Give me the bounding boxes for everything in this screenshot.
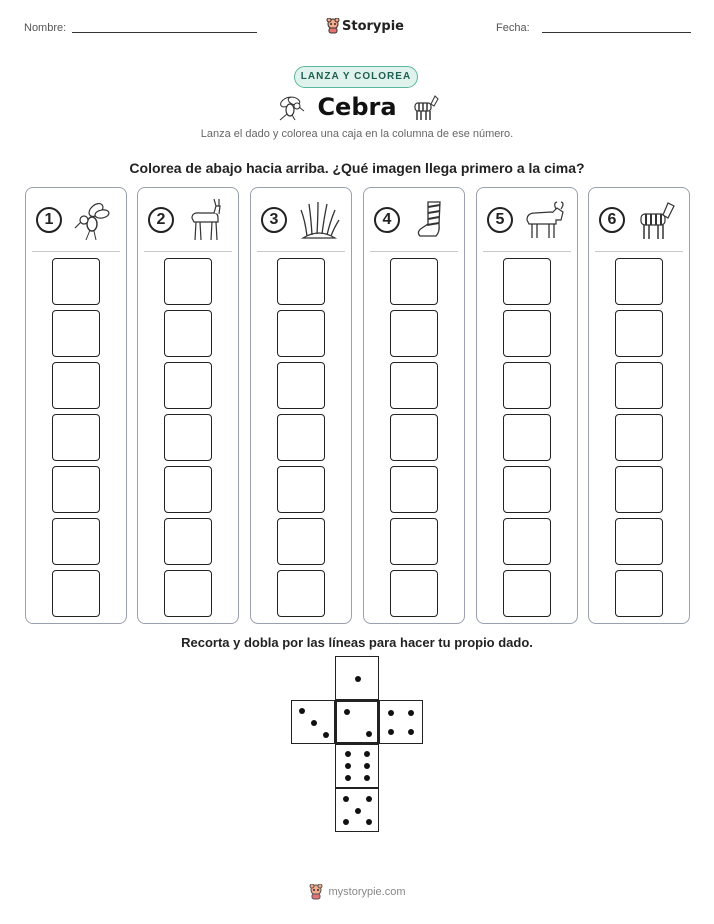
title-row	[0, 92, 714, 122]
die-face-4	[379, 700, 423, 744]
column-number: 1	[36, 207, 62, 233]
color-box[interactable]	[164, 310, 212, 357]
die-pip	[299, 708, 305, 714]
column-number: 2	[148, 207, 174, 233]
die-pip	[408, 729, 414, 735]
die-pip	[366, 731, 372, 737]
die-pip	[345, 751, 351, 757]
color-box[interactable]	[52, 414, 100, 461]
color-box[interactable]	[277, 414, 325, 461]
color-box[interactable]	[390, 570, 438, 617]
color-box[interactable]	[390, 518, 438, 565]
color-box[interactable]	[390, 466, 438, 513]
column-number: 5	[487, 207, 513, 233]
color-box[interactable]	[52, 258, 100, 305]
color-box[interactable]	[164, 258, 212, 305]
color-box[interactable]	[390, 414, 438, 461]
color-box[interactable]	[52, 518, 100, 565]
die-face-6	[335, 744, 379, 788]
die-pip	[388, 729, 394, 735]
color-box[interactable]	[503, 258, 551, 305]
color-box[interactable]	[503, 414, 551, 461]
grass-icon	[297, 198, 341, 242]
column-4	[363, 187, 465, 624]
color-box[interactable]	[52, 466, 100, 513]
mosquito-icon	[275, 93, 305, 121]
column-3	[250, 187, 352, 624]
die-face-2	[335, 700, 379, 744]
brand-logo	[326, 18, 404, 34]
instruction: Colorea de abajo hacia arriba. ¿Qué imagen llega primero a la cima?	[129, 160, 585, 176]
color-box[interactable]	[390, 362, 438, 409]
color-box[interactable]	[277, 570, 325, 617]
column-number: 3	[261, 207, 287, 233]
die-pip	[355, 676, 361, 682]
color-box[interactable]	[277, 310, 325, 357]
color-box[interactable]	[164, 414, 212, 461]
die-pip	[364, 763, 370, 769]
mosquito-icon	[72, 198, 116, 242]
die-pip	[366, 796, 372, 802]
color-box[interactable]	[52, 362, 100, 409]
die-pip	[323, 732, 329, 738]
striped-leg-icon	[410, 198, 454, 242]
die-pip	[343, 819, 349, 825]
color-box[interactable]	[52, 310, 100, 357]
column-1	[25, 187, 127, 624]
color-box[interactable]	[503, 518, 551, 565]
wildebeest-icon	[523, 198, 567, 242]
gazelle-icon	[184, 198, 228, 242]
color-box[interactable]	[277, 362, 325, 409]
die-face-5	[335, 788, 379, 832]
color-box[interactable]	[615, 466, 663, 513]
die-pip	[343, 796, 349, 802]
color-box[interactable]	[503, 362, 551, 409]
column-divider	[370, 251, 458, 252]
column-number: 6	[599, 207, 625, 233]
color-box[interactable]	[615, 570, 663, 617]
color-box[interactable]	[615, 362, 663, 409]
color-box[interactable]	[503, 310, 551, 357]
activity-badge: LANZA Y COLOREA	[294, 66, 418, 88]
date-label: Fecha:	[496, 22, 530, 34]
subtitle: Lanza el dado y colorea una caja en la columna de ese número.	[200, 128, 514, 140]
color-box[interactable]	[503, 570, 551, 617]
column-divider	[144, 251, 232, 252]
column-6	[588, 187, 690, 624]
color-box[interactable]	[615, 310, 663, 357]
column-5	[476, 187, 578, 624]
color-box[interactable]	[390, 310, 438, 357]
header	[0, 18, 714, 38]
color-box[interactable]	[277, 518, 325, 565]
column-divider	[32, 251, 120, 252]
column-divider	[595, 251, 683, 252]
brand-name: Storypie	[342, 18, 404, 34]
date-field[interactable]	[542, 32, 691, 33]
column-divider	[483, 251, 571, 252]
storypie-mascot-icon	[308, 884, 324, 900]
color-box[interactable]	[164, 466, 212, 513]
zebra-icon	[635, 198, 679, 242]
die-pip	[355, 808, 361, 814]
color-box[interactable]	[615, 518, 663, 565]
color-box[interactable]	[503, 466, 551, 513]
color-box[interactable]	[615, 414, 663, 461]
color-box[interactable]	[277, 466, 325, 513]
page-title: Cebra	[317, 93, 397, 121]
name-label: Nombre:	[24, 22, 67, 34]
die-pip	[345, 763, 351, 769]
column-number: 4	[374, 207, 400, 233]
die-pip	[345, 775, 351, 781]
color-box[interactable]	[164, 362, 212, 409]
die-pip	[366, 819, 372, 825]
zebra-icon	[409, 93, 439, 121]
die-pip	[344, 709, 350, 715]
column-2	[137, 187, 239, 624]
die-pip	[364, 775, 370, 781]
cut-instruction: Recorta y dobla por las líneas para hacer tu propio dado.	[181, 635, 533, 650]
storypie-mascot-icon	[326, 18, 340, 34]
color-box[interactable]	[164, 570, 212, 617]
die-pip	[364, 751, 370, 757]
die-pip	[408, 710, 414, 716]
die-face-3	[291, 700, 335, 744]
color-box[interactable]	[390, 258, 438, 305]
color-box[interactable]	[52, 570, 100, 617]
color-box[interactable]	[164, 518, 212, 565]
column-divider	[257, 251, 345, 252]
die-pip	[311, 720, 317, 726]
die-pip	[388, 710, 394, 716]
footer	[0, 884, 714, 900]
die-face-1	[335, 656, 379, 700]
color-box[interactable]	[277, 258, 325, 305]
name-field[interactable]	[72, 32, 257, 33]
color-box[interactable]	[615, 258, 663, 305]
footer-url: mystorypie.com	[328, 886, 406, 898]
